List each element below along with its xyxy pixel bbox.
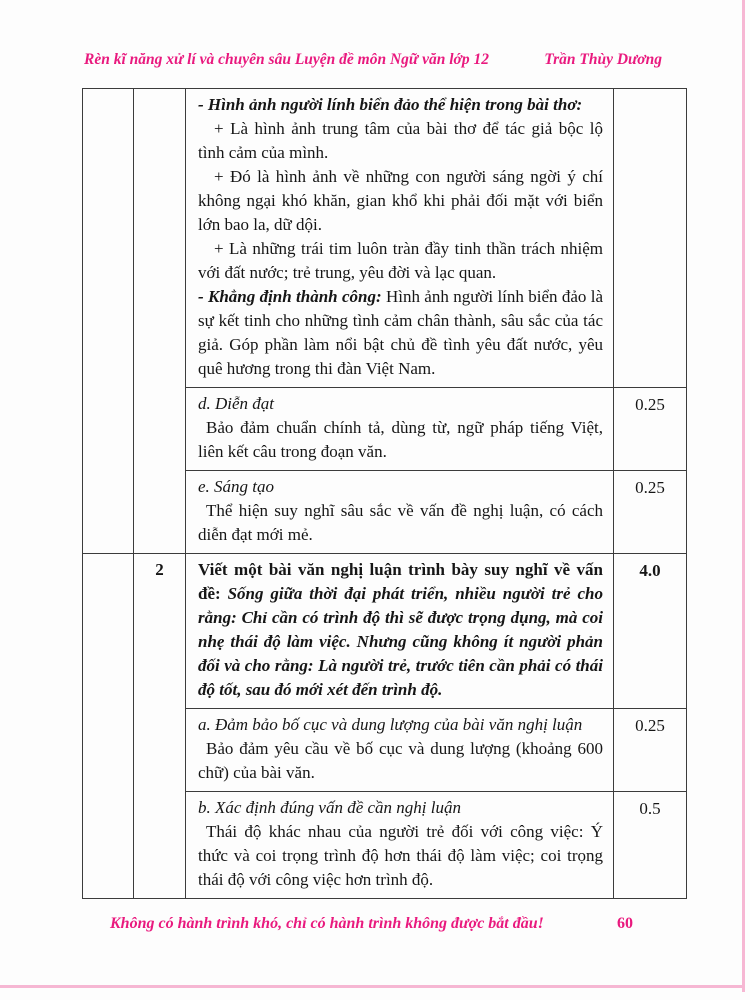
criterion-desc: Thái độ khác nhau của người trẻ đối với công việc: Ý thức và coi trọng trình độ hơn thái độ làm việc; coi trọng thái độ với công việc hơn trình độ. <box>198 822 603 889</box>
footer-motto: Không có hành trình khó, chỉ có hành trình không được bắt đầu! <box>110 915 544 932</box>
section-cell-empty <box>83 554 134 899</box>
answer-point: + Đó là hình ảnh về những con người sáng ngời ý chí không ngại khó khăn, gian khổ khi phải đối mặt với biển lớn bao la, dữ dội. <box>198 167 603 234</box>
page-number: 60 <box>617 915 633 932</box>
score-cell: 0.25 <box>614 388 687 471</box>
answer-heading-text: - Hình ảnh người lính biển đảo thể hiện trong bài thơ: <box>198 95 583 114</box>
score-cell: 0.25 <box>614 471 687 554</box>
page-edge-bottom-decoration <box>0 985 744 988</box>
content-cell <box>186 792 614 899</box>
criterion-label: d. Diễn đạt <box>198 394 275 413</box>
page-edge-right-decoration <box>742 0 745 992</box>
grading-rubric-table <box>82 88 687 899</box>
section-cell-empty <box>83 89 134 554</box>
score-cell <box>614 89 687 388</box>
content-cell <box>186 709 614 792</box>
question-prompt <box>198 558 603 702</box>
question-number-cell: 2 <box>134 554 186 899</box>
author-name: Trần Thùy Dương <box>544 51 662 68</box>
answer-heading <box>198 93 603 117</box>
criterion-desc: Bảo đảm yêu cầu về bố cục và dung lượng (khoảng 600 chữ) của bài văn. <box>198 739 603 782</box>
content-cell <box>186 554 614 709</box>
book-title: Rèn kĩ năng xử lí và chuyên sâu Luyện đề môn Ngữ văn lớp 12 <box>84 51 489 68</box>
content-cell <box>186 388 614 471</box>
table-row-q2-prompt <box>83 554 687 709</box>
criterion-desc: Thể hiện suy nghĩ sâu sắc về vấn đề nghị luận, có cách diễn đạt mới mẻ. <box>198 501 603 544</box>
criterion-label: a. Đảm bảo bố cục và dung lượng của bài văn nghị luận <box>198 715 583 734</box>
question-number-cell-empty <box>134 89 186 554</box>
prompt-lead: Viết một bài văn nghị luận trình bày suy nghĩ về vấn đề: <box>198 560 603 603</box>
criterion-label: b. Xác định đúng vấn đề cần nghị luận <box>198 798 461 817</box>
conclusion-label: - Khẳng định thành công: <box>198 287 382 306</box>
answer-point: + Là hình ảnh trung tâm của bài thơ để tác giả bộc lộ tình cảm của mình. <box>198 119 603 162</box>
criterion-label: e. Sáng tạo <box>198 477 275 496</box>
score-cell: 0.5 <box>614 792 687 899</box>
prompt-detail: Sống giữa thời đại phát triển, nhiều người trẻ cho rằng: Chỉ cần có trình độ thì sẽ được trọng dụng, mà coi nhẹ thái độ làm việc. Nhưng cũng không ít người phản đối và cho rằng: Là người trẻ, trước tiên cần phải có thái độ tốt, sau đó mới xét đến trình độ. <box>198 584 603 699</box>
answer-point: + Là những trái tim luôn tràn đầy tinh thần trách nhiệm với đất nước; trẻ trung, yêu đời và lạc quan. <box>198 239 603 282</box>
content-cell <box>186 89 614 388</box>
criterion-desc: Bảo đảm chuẩn chính tả, dùng từ, ngữ pháp tiếng Việt, liên kết câu trong đoạn văn. <box>198 418 603 461</box>
answer-conclusion <box>198 285 603 381</box>
conclusion-text: Hình ảnh người lính biển đảo là sự kết tinh cho những tình cảm chân thành, sâu sắc của tác giả. Góp phần làm nổi bật chủ đề tình yêu đất nước, yêu quê hương trong thi đàn Việt Nam. <box>198 287 603 378</box>
content-cell <box>186 471 614 554</box>
page-header <box>84 51 662 69</box>
score-cell: 4.0 <box>614 554 687 709</box>
table-row-q1-answer <box>83 89 687 388</box>
score-cell: 0.25 <box>614 709 687 792</box>
